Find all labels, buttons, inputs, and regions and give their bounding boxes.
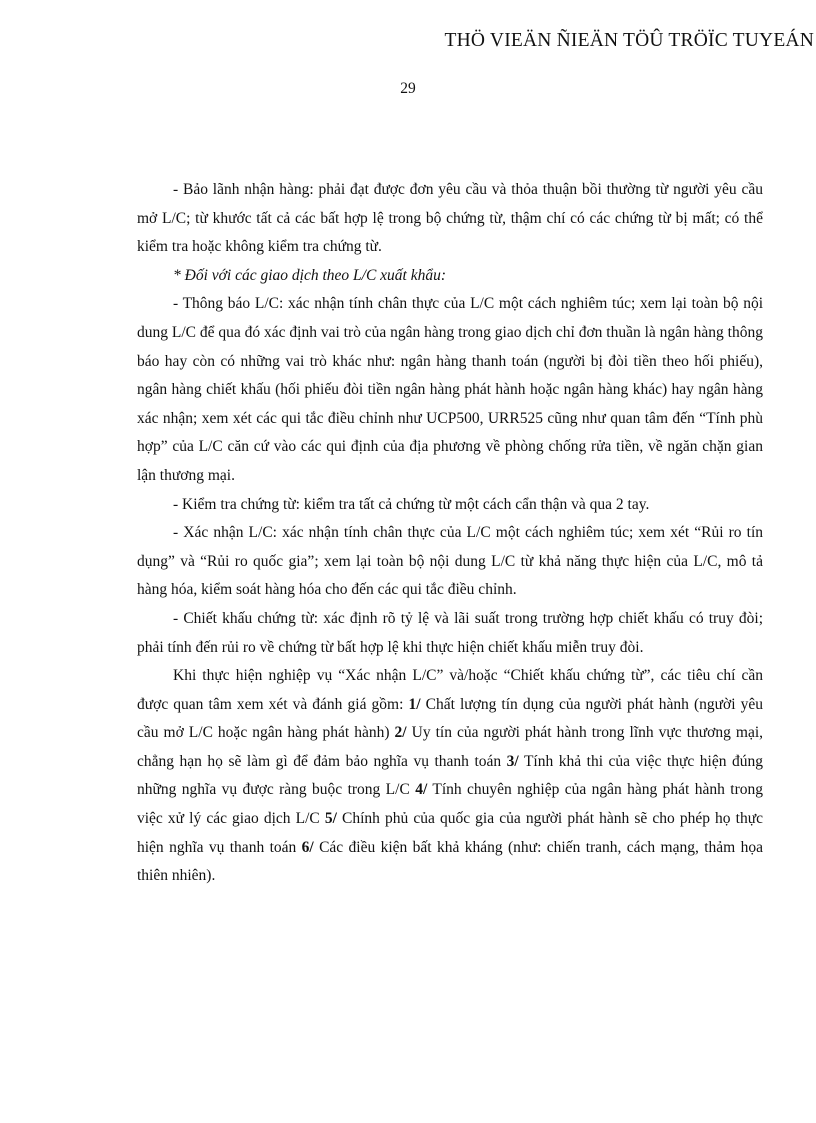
paragraph-xac-nhan-lc: - Xác nhận L/C: xác nhận tính chân thực của L/C một cách nghiêm túc; xem xét “Rủi ro tín dụng” và “Rủi ro quốc gia”; xem lại toàn bộ nội dung L/C từ khả năng thực hiện của L/C, mô tả hàng hóa, kiểm soát hàng hóa cho đến các qui tắc điều chỉnh. [137, 524, 763, 599]
criteria-text: Các điều kiện bất khả kháng (như: chiến tranh, cách mạng, thảm họa thiên nhiên). [137, 838, 763, 885]
criteria-text: Uy tín của người phát hành trong lĩnh vực thương mại, chẳng hạn họ sẽ làm gì để đảm bảo nghĩa vụ thanh toán [137, 724, 764, 770]
criteria-text: Chất lượng tín dụng của người phát hành (người yêu cầu mở L/C hoặc ngân hàng phát hành) [137, 695, 764, 742]
page-number: 29 [400, 80, 416, 97]
paragraph-chiet-khau: - Chiết khấu chứng từ: xác định rõ tỷ lệ và lãi suất trong trường hợp chiết khấu có truy đòi; phải tính đến rủi ro về chứng từ bất hợp lệ khi thực hiện chiết khấu miễn truy đòi. [137, 609, 763, 656]
paragraph-criteria [137, 662, 763, 891]
criteria-number: 2/ [394, 724, 407, 742]
running-header: THÖ VIEÄN ÑIEÄN TÖÛ TRÖÏC TUYEÁN [444, 30, 814, 51]
criteria-number: 3/ [506, 752, 519, 770]
criteria-text: Tính khả thi của việc thực hiện đúng những nghĩa vụ được ràng buộc trong L/C [137, 752, 763, 799]
paragraph-kiem-tra-chung-tu: - Kiểm tra chứng từ: kiểm tra tất cả chứng từ một cách cẩn thận và qua 2 tay. [173, 495, 650, 513]
section-heading-export-lc: * Đối với các giao dịch theo L/C xuất khẩu: [173, 266, 447, 284]
criteria-text: Tính chuyên nghiệp của ngân hàng phát hành trong việc xử lý các giao dịch L/C [137, 781, 763, 828]
paragraph-thong-bao-lc: - Thông báo L/C: xác nhận tính chân thực của L/C một cách nghiêm túc; xem lại toàn bộ nội dung L/C để qua đó xác định vai trò của ngân hàng trong giao dịch chỉ đơn thuần là ngân hàng thông báo hay còn có những vai trò khác như: ngân hàng thanh toán (người bị đòi tiền theo hối phiếu), ngân hàng chiết khấu (hối phiếu đòi tiền ngân hàng phát hành hoặc ngân hàng khác) hay ngân hàng xác nhận; xem xét các qui tắc điều chỉnh như UCP500, URR525 cũng như quan tâm đến “Tính phù hợp” của L/C căn cứ vào các qui định của địa phương về phòng chống rửa tiền, về ngăn chặn gian lận thương mại. [137, 295, 763, 484]
paragraph-bao-lanh: - Bảo lãnh nhận hàng: phải đạt được đơn yêu cầu và thỏa thuận bồi thường từ người yêu cầu mở L/C; từ khước tất cả các bất hợp lệ trong bộ chứng từ, thậm chí có các chứng từ bị mất; có thể kiểm tra hoặc không kiểm tra chứng từ. [137, 181, 763, 256]
criteria-number: 1/ [408, 695, 421, 713]
criteria-number: 6/ [301, 838, 314, 856]
criteria-intro: Khi thực hiện nghiệp vụ “Xác nhận L/C” và/hoặc “Chiết khấu chứng từ”, các tiêu chí cần được quan tâm xem xét và đánh giá gồm: [137, 667, 763, 713]
criteria-number: 4/ [415, 781, 428, 799]
criteria-number: 5/ [324, 810, 337, 828]
criteria-text: Chính phủ của quốc gia của người phát hành sẽ cho phép họ thực hiện nghĩa vụ thanh toán [137, 810, 763, 856]
document-body [137, 176, 763, 891]
